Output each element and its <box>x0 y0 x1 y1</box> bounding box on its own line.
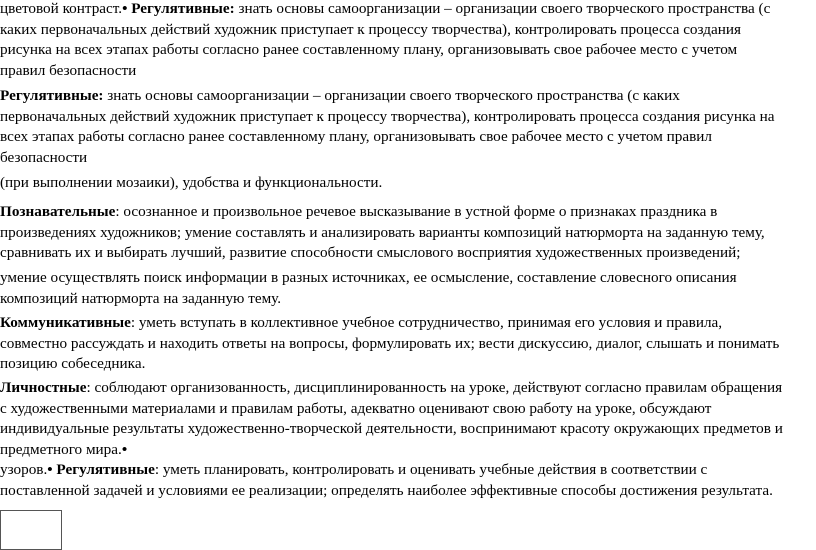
text-fragment: : уметь планировать, контролировать и оценивать учебные действия в соответствии с <box>154 461 708 478</box>
text-line <box>0 378 812 399</box>
text-line <box>0 86 812 107</box>
text-fragment: знать основы самоорганизации – организации своего творческого пространства (с <box>234 0 771 17</box>
paragraph-regulative-3 <box>0 460 812 501</box>
text-line: сравнивать их и выбирать лучший, развитие способности смыслового восприятия художественных произведений; <box>0 244 741 261</box>
text-line: всех этапах работы согласно ранее составленному плану, организовывать свое рабочее место с учетом правил <box>0 128 712 145</box>
text-line <box>0 313 812 334</box>
text-line <box>0 460 812 481</box>
paragraph-personal <box>0 378 812 460</box>
text-line: с художественными материалами и правилам работы, адекватно оценивают свою работу на уроке, обсуждают <box>0 399 712 417</box>
text-fragment: узоров. <box>0 461 48 478</box>
text-fragment: предметного мира. <box>0 440 122 458</box>
bullet-icon: • <box>122 0 128 17</box>
text-line: правил безопасности <box>0 61 137 79</box>
paragraph-information-search <box>0 268 812 309</box>
text-line: (при выполнении мозаики), удобства и функциональности. <box>0 174 383 191</box>
bullet-icon: • <box>121 440 128 458</box>
paragraph-mosaic <box>0 173 812 194</box>
text-line: совместно рассуждать и находить ответы на вопросы, формулировать их; вести дискуссию, диалог, слышать и понимать <box>0 334 780 352</box>
bold-heading: Регулятивные <box>56 461 155 478</box>
text-line <box>0 440 812 461</box>
bold-heading: Регулятивные: <box>0 87 104 104</box>
text-fragment: цветовой контраст. <box>0 0 123 17</box>
text-fragment: знать основы самоорганизации – организации своего творческого пространства (с каких <box>103 87 680 104</box>
text-line: рисунка на всех этапах работы согласно ранее составленному плану, организовывать свое рабочее место с учетом <box>0 41 738 58</box>
text-fragment: : соблюдают организованность, дисциплинированность на уроке, действуют согласно правилам обращения <box>86 379 783 396</box>
text-line: позицию собеседника. <box>0 355 146 372</box>
paragraph-regulative-2 <box>0 86 812 168</box>
empty-frame <box>0 510 62 550</box>
bold-heading: Регулятивные: <box>131 0 235 17</box>
text-line <box>0 0 812 20</box>
bold-heading: Личностные <box>0 379 87 396</box>
paragraph-communicative <box>0 313 812 375</box>
bullet-icon: • <box>47 461 53 478</box>
bold-heading: Познавательные <box>0 203 116 220</box>
paragraph-cognitive <box>0 202 812 264</box>
paragraph-regulative-1 <box>0 0 812 81</box>
text-fragment: : уметь вступать в коллективное учебное сотрудничество, принимая его условия и правила, <box>130 314 723 331</box>
text-line: композиций натюрморта на заданную тему. <box>0 289 282 307</box>
text-line: каких первоначальных действий художник приступает к процессу творчества), контролировать процесса создания <box>0 20 741 38</box>
text-line: индивидуальные результаты художественно-творческой деятельности, воспринимают красоту окружающих предметов и <box>0 420 783 437</box>
text-line: произведениях художников; умение составлять и анализировать варианты композиций натюрморта на заданную тему, <box>0 223 765 241</box>
text-line: умение осуществлять поиск информации в разных источниках, ее осмысление, составление словесного описания <box>0 269 737 286</box>
text-line: первоначальных действий художник приступает к процессу творчества), контролировать процесса создания рисунка на <box>0 107 775 125</box>
text-line: безопасности <box>0 148 88 166</box>
bold-heading: Коммуникативные <box>0 314 131 331</box>
text-line <box>0 202 812 223</box>
text-fragment: : осознанное и произвольное речевое высказывание в устной форме о признаках праздника в <box>115 203 718 220</box>
text-line: поставленной задачей и условиями ее реализации; определять наиболее эффективные способы достижения результата. <box>0 481 773 499</box>
